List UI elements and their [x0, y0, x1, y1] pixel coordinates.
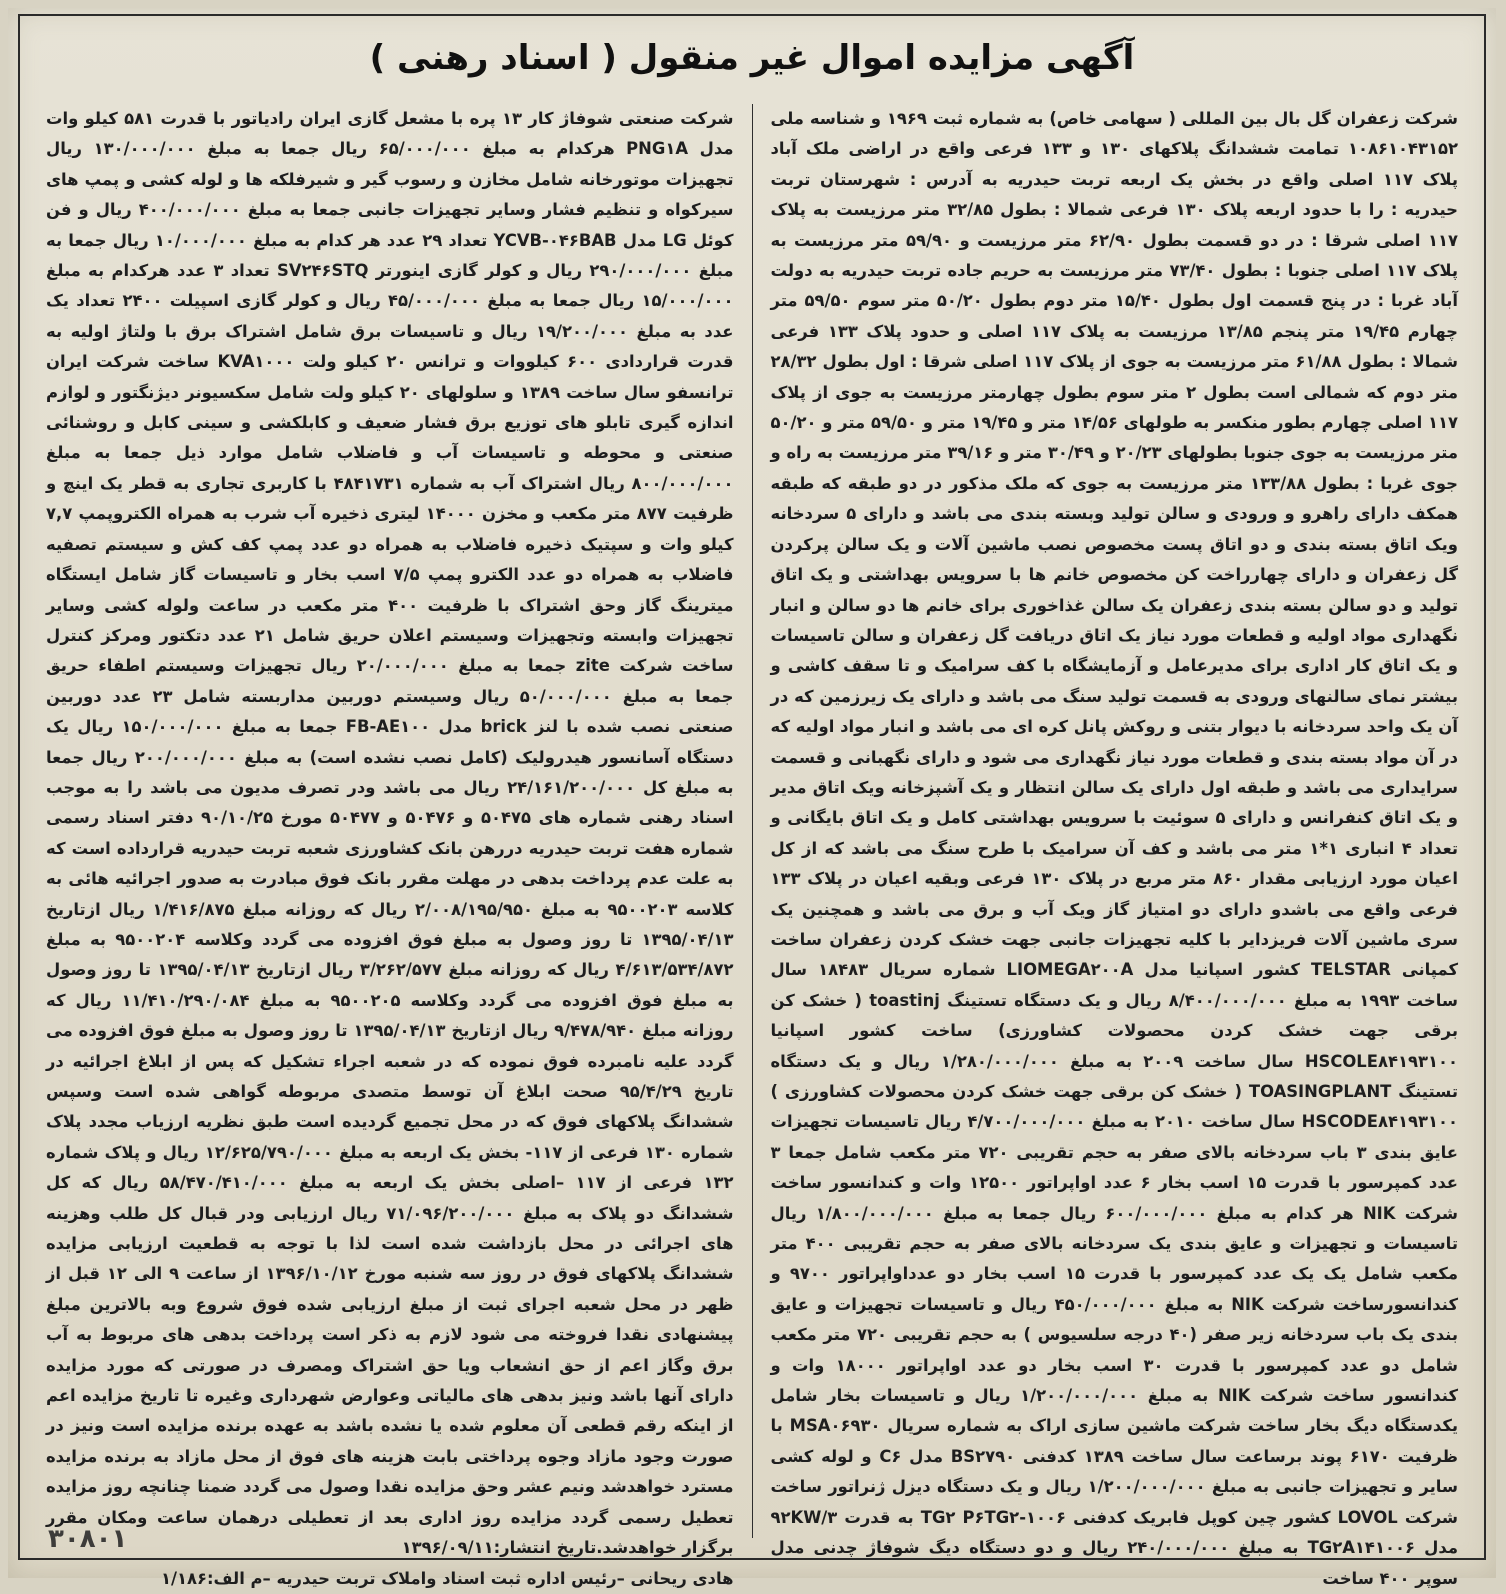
- right-column-text: شرکت زعفران گل بال بین المللی ( سهامی خاص) به شماره ثبت ۱۹۶۹ و شناسه ملی ۱۰۸۶۱۰۴۳۱۵۲ تمامت ششدانگ پلاکهای ۱۳۰ و ۱۳۳ فرعی واقع در اراضی ملک آباد پلاک ۱۱۷ اصلی واقع در بخش یک اربعه تربت حیدریه به آدرس : شهرستان تربت حیدریه : را با حدود اربعه پلاک ۱۳۰ فرعی شمالا : بطول ۳۲/۸۵ متر مرزیست به پلاک ۱۱۷ اصلی شرقا : در دو قسمت بطول ۶۲/۹۰ متر مرزیست و ۵۹/۹۰ متر مرزیست به پلاک ۱۱۷ اصلی جنوبا : بطول ۷۳/۴۰ متر مرزیست به حریم جاده تربت حیدریه به دولت آباد غربا : در پنج قسمت اول بطول ۱۵/۴۰ متر دوم بطول ۵۰/۲۰ متر سوم ۵۹/۵۰ متر چهارم ۱۹/۴۵ متر پنجم ۱۳/۸۵ مرزیست به پلاک ۱۱۷ اصلی و حدود پلاک ۱۳۳ فرعی شمالا : بطول ۶۱/۸۸ متر مرزیست به جوی از پلاک ۱۱۷ اصلی شرقا : اول بطول ۲۸/۳۲ متر دوم که شمالی است بطول ۲ متر سوم بطول چهارمتر مرزیست به جوی از پلاک ۱۱۷ اصلی چهارم بطور منکسر به طولهای ۱۴/۵۶ متر و ۱۹/۴۵ متر و ۵۹/۵۰ متر و ۵۰/۲۰ متر مرزیست به جوی جنوبا بطولهای ۲۰/۲۳ و ۳۰/۴۹ متر و ۳۹/۱۶ متر مرزیست به راه و جوی غربا : بطول ۱۳۳/۸۸ متر مرزیست به جوی که ملک مذکور در دو طبقه که طبقه همکف دارای راهرو و ورودی و سالن تولید وبسته بندی می باشد و دارای ۵ سردخانه ویک اتاق بسته بندی و دو اتاق پست مخصوص نصب ماشین آلات و یک سالن پرکردن گل زعفران و دارای چهارراخت کن مخصوص خانم ها با سرویس بهداشتی و یک اتاق تولید و دو سالن بسته بندی زعفران یک سالن غذاخوری برای خانم ها دو سالن و انبار نگهداری مواد اولیه و قطعات مورد نیاز یک اتاق دریافت گل زعفران و سالن تاسیسات و یک اتاق کار اداری برای مدیرعامل و آزمایشگاه با کف سرامیک و تا سقف کاشی و بیشتر نمای سالنهای ورودی به قسمت تولید سنگ می باشد و دارای یک زیرزمین که در آن یک واحد سردخانه با دیوار بتنی و روکش پانل کره ای می باشد و انبار مواد اولیه که در آن مواد بسته بندی و قطعات مورد نیاز نگهداری می شود و دارای نگهبانی و قسمت سرایداری می باشد و طبقه اول دارای یک سالن انتظار و یک آشپزخانه ویک اتاق مدیر و یک اتاق کنفرانس و دارای ۵ سوئیت با سرویس بهداشتی کامل و یک اتاق بایگانی و تعداد ۴ انباری ۱*۱ متر می باشد و کف آن سرامیک با طرح سنگ می باشد که از کل اعیان مورد ارزیابی مقدار ۸۶۰ متر مربع در پلاک ۱۳۰ فرعی وبقیه اعیان در پلاک ۱۳۳ فرعی واقع می باشدو دارای دو امتیاز گاز ویک آب و برق می باشد و همچنین یک سری ماشین آلات فریزدایر با کلیه تجهیزات جانبی جهت خشک کردن زعفران ساخت کمپانی TELSTAR کشور اسپانیا مدل LIOMEGA۲۰۰A شماره سریال ۱۸۴۸۳ سال ساخت ۱۹۹۳ به مبلغ ۸/۴۰۰/۰۰۰/۰۰۰ ریال و یک دستگاه تستینگ toastinj ( خشک کن برقی جهت خشک کردن محصولات کشاورزی) ساخت کشور اسپانیا HSCOLE۸۴۱۹۳۱۰۰ سال ساخت ۲۰۰۹ به مبلغ ۱/۲۸۰/۰۰۰/۰۰۰ ریال و یک دستگاه تستینگ TOASINGPLANT ( خشک کن برقی جهت خشک کردن محصولات کشاورزی ) HSCODE۸۴۱۹۳۱۰۰ سال ساخت ۲۰۱۰ به مبلغ ۴/۷۰۰/۰۰۰/۰۰۰ ریال تاسیسات تجهیزات عایق بندی ۳ باب سردخانه بالای صفر به حجم تقریبی ۷۲۰ متر مکعب شامل جمعا ۳ عدد کمپرسور با قدرت ۱۵ اسب بخار ۶ عدد اواپراتور ۱۲۵۰۰ وات و کندانسور ساخت شرکت NIK هر کدام به مبلغ ۶۰۰/۰۰۰/۰۰۰ ریال جمعا به مبلغ ۱/۸۰۰/۰۰۰/۰۰۰ ریال تاسیسات و تجهیزات و عایق بندی یک سردخانه بالای صفر به حجم تقریبی ۴۰۰ متر مکعب شامل یک یک عدد کمپرسور با قدرت ۱۵ اسب بخار دو عدداواپراتور ۹۷۰۰ و کندانسورساخت شرکت NIK به مبلغ ۴۵۰/۰۰۰/۰۰۰ ریال و تاسیسات تجهیزات و عایق بندی یک باب سردخانه زیر صفر (۴۰ درجه سلسیوس ) به حجم تقریبی ۷۲۰ متر مکعب شامل دو عدد کمپرسور با قدرت ۳۰ اسب بخار دو عدد اواپراتور ۱۸۰۰۰ وات و کندانسور ساخت شرکت NIK به مبلغ ۱/۲۰۰/۰۰۰/۰۰۰ ریال و تاسیسات بخار شامل یکدستگاه دیگ بخار ساخت شرکت ماشین سازی اراک به شماره سریال MSA۰۶۹۳۰ با ظرفیت ۶۱۷۰ پوند برساعت سال ساخت ۱۳۸۹ کدفنی BS۲۷۹۰ مدل C۶ و لوله کشی سایر و تجهیزات جانبی به مبلغ ۱/۲۰۰/۰۰۰/۰۰۰ ریال و یک دستگاه دیزل ژنراتور ساخت شرکت LOVOL کشور چین کوپل فابریک کدفنی ۱۰۰۶-TG۲ P۶TG۲ به قدرت ۹۲KW/۳ مدل TG۲A۱۴۱۰۰۶ به مبلغ ۲۴۰/۰۰۰/۰۰۰ ریال و دو دستگاه دیگ شوفاژ چدنی مدل سوپر ۴۰۰ ساخت: [770, 109, 1459, 1588]
- left-column-text: شرکت صنعتی شوفاژ کار ۱۳ پره با مشعل گازی ایران رادیاتور با قدرت ۵۸۱ کیلو وات مدل PNG۱A هرکدام به مبلغ ۶۵/۰۰۰/۰۰۰ ریال جمعا به مبلغ ۱۳۰/۰۰۰/۰۰۰ ریال تجهیزات موتورخانه شامل مخازن و رسوب گیر و شیرفلکه ها و لوله کشی و پمپ های سیرکواه و تنظیم فشار وسایر تجهیزات جانبی جمعا به مبلغ ۴۰۰/۰۰۰/۰۰۰ ریال و فن کوئل LG مدل YCVB-۰۴۶BAB تعداد ۲۹ عدد هر کدام به مبلغ ۱۰/۰۰۰/۰۰۰ ریال جمعا به مبلغ ۲۹۰/۰۰۰/۰۰۰ ریال و کولر گازی اینورتر SV۲۴۶STQ تعداد ۳ عدد هرکدام به مبلغ ۱۵/۰۰۰/۰۰۰ ریال جمعا به مبلغ ۴۵/۰۰۰/۰۰۰ ریال و کولر گازی اسپیلت ۲۴۰۰ تعداد یک عدد به مبلغ ۱۹/۲۰۰/۰۰۰ ریال و تاسیسات برق شامل اشتراک برق با ولتاژ اولیه به قدرت قراردادی ۶۰۰ کیلووات و ترانس ۲۰ کیلو ولت KVA۱۰۰۰ ساخت شرکت ایران ترانسفو سال ساخت ۱۳۸۹ و سلولهای ۲۰ کیلو ولت شامل سکسیونر دیژنگتور و لوازم اندازه گیری تابلو های توزیع برق فشار ضعیف و کابلکشی و سینی کابل و روشنائی صنعتی و محوطه و تاسیسات آب و فاضلاب شامل موارد ذیل جمعا به مبلغ ۸۰۰/۰۰۰/۰۰۰ ریال اشتراک آب به شماره ۴۸۴۱۷۳۱ با کاربری تجاری به قطر یک اینچ و ظرفیت ۸۷۷ متر مکعب و مخزن ۱۴۰۰۰ لیتری ذخیره آب شرب به همراه الکتروپمپ ۷,۷ کیلو وات و سپتیک ذخیره فاضلاب به همراه دو عدد پمپ کف کش و سیستم تصفیه فاضلاب به همراه دو عدد الکترو پمپ ۷/۵ اسب بخار و تاسیسات گاز شامل ایستگاه میترینگ گاز وحق اشتراک با ظرفیت ۴۰۰ متر مکعب در ساعت ولوله کشی وسایر تجهیزات وابسته وتجهیزات وسیستم اعلان حریق شامل ۲۱ عدد دتکتور ومرکز کنترل ساخت شرکت zite جمعا به مبلغ ۲۰/۰۰۰/۰۰۰ ریال تجهیزات وسیستم اطفاء حریق جمعا به مبلغ ۵۰/۰۰۰/۰۰۰ ریال وسیستم دوربین مداربسته شامل ۲۳ عدد دوربین صنعتی نصب شده با لنز brick مدل FB-AE۱۰۰ جمعا به مبلغ ۱۵۰/۰۰۰/۰۰۰ ریال یک دستگاه آسانسور هیدرولیک (کامل نصب نشده است) به مبلغ ۲۰۰/۰۰۰/۰۰۰ ریال جمعا به مبلغ کل ۲۴/۱۶۱/۲۰۰/۰۰۰ ریال می باشد ودر تصرف مدیون می باشد را به موجب اسناد رهنی شماره های ۵۰۴۷۵ و ۵۰۴۷۶ و ۵۰۴۷۷ مورخ ۹۰/۱۰/۲۵ دفتر اسناد رسمی شماره هفت تربت حیدریه دررهن بانک کشاورزی شعبه تربت حیدریه قرارداده است که به علت عدم پرداخت بدهی در مهلت مقرر بانک فوق مبادرت به صدور اجرائیه هائی به کلاسه ۹۵۰۰۲۰۳ به مبلغ ۲/۰۰۸/۱۹۵/۹۵۰ ریال که روزانه مبلغ ۱/۴۱۶/۸۷۵ ریال ازتاریخ ۱۳۹۵/۰۴/۱۳ تا روز وصول به مبلغ فوق افزوده می گردد وکلاسه ۹۵۰۰۲۰۴ به مبلغ ۴/۶۱۳/۵۳۴/۸۷۲ ریال که روزانه مبلغ ۳/۲۶۲/۵۷۷ ریال ازتاریخ ۱۳۹۵/۰۴/۱۳ تا روز وصول به مبلغ فوق افزوده می گردد وکلاسه ۹۵۰۰۲۰۵ به مبلغ ۱۱/۴۱۰/۲۹۰/۰۸۴ ریال که روزانه مبلغ ۹/۴۷۸/۹۴۰ ریال ازتاریخ ۱۳۹۵/۰۴/۱۳ تا روز وصول به مبلغ فوق افزوده می گردد علیه نامبرده فوق نموده که در شعبه اجراء تشکیل که پس از ابلاغ اجرائیه در تاریخ ۹۵/۴/۲۹ صحت ابلاغ آن توسط متصدی مربوطه گواهی شده است وسپس ششدانگ پلاکهای فوق که در محل تجمیع گردیده است طبق نظریه ارزیاب مجدد پلاک شماره ۱۳۰ فرعی از ۱۱۷- بخش یک اربعه به مبلغ ۱۲/۶۲۵/۷۹۰/۰۰۰ ریال و پلاک شماره ۱۳۲ فرعی از ۱۱۷ –اصلی بخش یک اربعه به مبلغ ۵۸/۴۷۰/۴۱۰/۰۰۰ ریال که کل ششدانگ دو پلاک به مبلغ ۷۱/۰۹۶/۲۰۰/۰۰۰ ریال ارزیابی ودر قبال کل طلب وهزینه های اجرائی در محل بازداشت شده است لذا با توجه به قطعیت ارزیابی مزایده ششدانگ پلاکهای فوق در روز سه شنبه مورخ ۱۳۹۶/۱۰/۱۲ از ساعت ۹ الی ۱۲ قبل از ظهر در محل شعبه اجرای ثبت از مبلغ ارزیابی شده فوق شروع وبه بالاترین مبلغ پیشنهادی نقدا فروخته می شود لازم به ذکر است پرداخت بدهی های مربوط به آب برق وگاز اعم از حق انشعاب ویا حق اشتراک ومصرف در صورتی که مورد مزایده دارای آنها باشد ونیز بدهی های مالیاتی وعوارض شهرداری وغیره تا تاریخ مزایده اعم از اینکه رقم قطعی آن معلوم شده یا نشده باشد به عهده برنده مزایده است ونیز در صورت وجود مازاد وجوه پرداختی بابت هزینه های فوق از محل مازاد به برنده مزایده مسترد خواهدشد ونیم عشر وحق مزایده نقدا وصول می گردد ضمنا چنانچه روز مزایده تعطیل رسمی گردد مزایده روز اداری بعد از تعطیلی درهمان ساعت ومکان مقرر برگزار خواهدشد.تاریخ انتشار:۱۳۹۶/۰۹/۱۱: [46, 109, 734, 1558]
- newspaper-clipping: [8, 8, 1496, 1588]
- page-reference-number: ۳۰۸۰۱: [48, 1524, 128, 1554]
- right-column: [753, 104, 1477, 1588]
- signature-line: هادی ریحانی –رئیس اداره ثبت اسناد واملاک تربت حیدریه –م الف:۱/۱۸۶: [160, 1568, 734, 1588]
- notice-title: آگهی مزایده اموال غیر منقول ( اسناد رهنی ): [369, 38, 1135, 78]
